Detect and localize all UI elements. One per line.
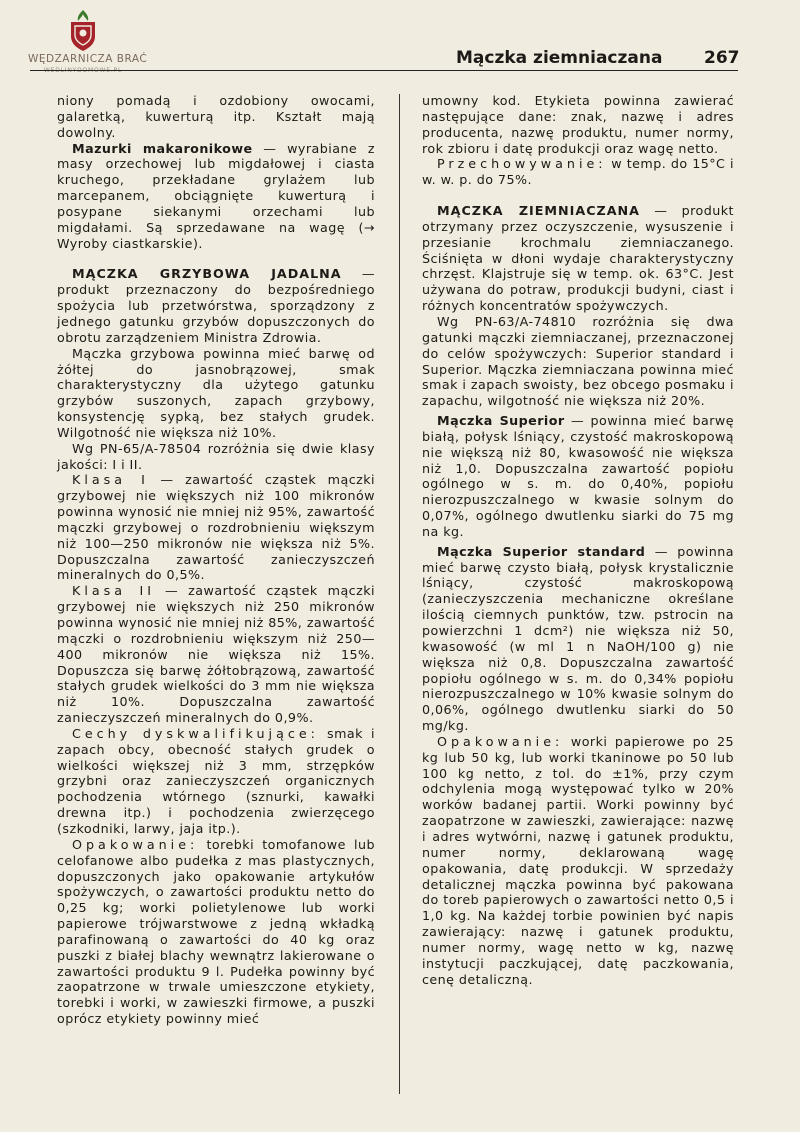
quality-class-2 bbox=[57, 583, 375, 726]
section-text: torebki tomofanowe lub celofanowe albo pudełka z mas plastycznych, dopuszczonych jako opakowanie artykułów spożywczych, o zawartości produktu netto do 0,25 kg; worki polietylenowe lub worki papierowe trójwarstwowe z jedną wkładką parafinowaną o zawartości do 40 kg oraz puszki z białej blachy wewnątrz lakierowane o zawartości produktu 9 l. Pudełka powinny być zaopatrzone w trwale umieszczone etykiety, torebki i worki, w zawieszki firmowe, a puszki oprócz etykiety powinny mieć bbox=[57, 836, 375, 1027]
left-column bbox=[57, 93, 375, 1027]
entry-text: — powinna mieć barwę czysto białą, połysk krystalicznie lśniący, czystość makroskopową (zanieczyszczenia mechaniczne określane ilością ciemnych punktów, tzw. pstrocin na powierzchni 1 dcm²) nie większa niż 50, kwasowość (w ml 1 n NaOH/100 g) nie większa niż 0,8. Dopuszczalna zawartość popiołu ogólnego w s. m. do 0,34% popiołu nierozpuszczalnego w 10% kwasie solnym do 0,06%, ogólnego dwutlenku siarki do 50 mg/kg. bbox=[422, 543, 734, 734]
disqualifying-features bbox=[57, 726, 375, 837]
watermark-name: WĘDZARNICZA BRAĆ bbox=[28, 53, 148, 65]
page-number: 267 bbox=[704, 48, 740, 68]
quality-class-1 bbox=[57, 472, 375, 583]
entry-text: — produkt otrzymany przez oczyszczenie, wysuszenie i przesianie krochmalu ziemniaczanego. Ściśnięta w dłoni wydaje charakterystyczny chrzęst. Klajstruje się w temp. ok. 63°C. Jest używana do potraw, produkcji budyni, ciast i różnych koncentratów spożywczych. bbox=[422, 203, 734, 314]
entry-text: — powinna mieć barwę białą, połysk lśniący, czystość makroskopową nie większą niż 80, kwasowość nie większa niż 1,0. Dopuszczalna zawartość popiołu ogólnego w s. m. do 0,40%, popiołu nierozpuszczalnego w kwasie solnym do 0,07%, ogólnego dwutlenku siarki do 75 mg na kg. bbox=[422, 413, 734, 539]
entry-term: Mączka Superior bbox=[437, 413, 565, 429]
entry-term: MĄCZKA ZIEMNIACZANA bbox=[437, 203, 640, 219]
entry-maczka-superior bbox=[422, 413, 734, 540]
section-label: Opakowanie: bbox=[437, 733, 564, 749]
section-text: w temp. do 15°C i w. w. p. do 75%. bbox=[422, 156, 734, 188]
packaging bbox=[57, 837, 375, 1027]
entry-maczka-grzybowa bbox=[57, 266, 375, 345]
section-text: worki papierowe po 25 kg lub 50 kg, lub worki tkaninowe po 50 lub 100 kg netto, z tol. do ±1%, przy czym odchylenia mogą występować tylko w 20% worków badanej partii. Worki powinny być zaopatrzone w zawieszki, zawierające: nazwę i adres wytwórni, nazwę i gatunek produktu, numer normy, deklarowaną wagę opakowania, datę produkcji. W sprzedaży detalicznej mączka powinna być pakowana do toreb papierowych o zawartości netto 0,5 i 1,0 kg. Na każdej torbie powinien być napis zawierający: nazwę i gatunek produktu, numer normy, wagę netto w kg, nazwę instytucji paczkującej, datę paczkowania, cenę detaliczną. bbox=[422, 733, 734, 987]
paragraph: Wg PN-65/A-78504 rozróżnia się dwie klasy jakości: I i II. bbox=[57, 440, 375, 472]
entry-mazurki-makaronikowe bbox=[57, 141, 375, 252]
column-divider bbox=[399, 94, 400, 1094]
watermark-site: WEDLINYDOMOWE.PL bbox=[43, 67, 123, 74]
section-label: Cechy dyskwalifikujące: bbox=[72, 725, 319, 741]
entry-text: — produkt przeznaczony do bezpośredniego spożycia lub przetwórstwa, sporządzony z jednego gatunku grzybów dopuszczonych do obrotu zarządzeniem Ministra Zdrowia. bbox=[57, 266, 375, 345]
paragraph: Wg PN-63/A-74810 rozróżnia się dwa gatunki mączki ziemniaczanej, przeznaczonej do celów spożywczych: Superior standard i Superior. Mączka ziemniaczana powinna mieć smak i zapach swoisty, bez obcego posmaku i zapachu, wilgotność nie większa niż 20%. bbox=[422, 313, 734, 409]
watermark-logo bbox=[28, 8, 148, 98]
section-label: Opakowanie: bbox=[72, 836, 199, 852]
section-label: Klasa I bbox=[72, 472, 149, 488]
section-text: — zawartość cząstek mączki grzybowej nie większych niż 100 mikronów powinna wynosić nie mniej niż 95%, zawartość mączki grzybowej o rozdrobnieniu większym niż 100—250 mikronów nie większa niż 5%. Dopuszczalna zawartość zanieczyszczeń mineralnych do 0,5%. bbox=[57, 472, 376, 583]
storage bbox=[422, 156, 734, 188]
paragraph: niony pomadą i ozdobiony owocami, galaretką, kuwerturą itp. Kształt mają dowolny. bbox=[57, 93, 375, 140]
running-head: Mączka ziemniaczana bbox=[456, 48, 663, 68]
entry-text: — wyrabiane z masy orzechowej lub migdałowej i ciasta kruchego, przekładane grylażem lub marcepanem, obciągnięte kuwerturą i posypane siekanymi orzechami lub migdałami. Są sprzedawane na wagę (→ Wyroby ciastkarskie). bbox=[57, 140, 375, 251]
entry-term: Mączka Superior standard bbox=[437, 543, 646, 559]
header-rule bbox=[30, 70, 738, 71]
entry-maczka-ziemniaczana bbox=[422, 203, 734, 314]
entry-maczka-superior-standard bbox=[422, 544, 734, 734]
shield-emblem-icon bbox=[66, 8, 100, 52]
right-column bbox=[422, 93, 734, 987]
entry-term: Mazurki makaronikowe bbox=[72, 140, 253, 156]
section-text: — zawartość cząstek mączki grzybowej nie większych niż 250 mikronów powinna wynosić nie mniej niż 85%, zawartość mączki o rozdrobnieniu większym niż 250—400 mikronów nie większa niż 15%. Dopuszcza się barwę żółtobrązową, zawartość stałych grudek wielkości do 3 mm nie większa niż 10%. Dopuszczalna zawartość zanieczyszczeń mineralnych do 0,9%. bbox=[57, 583, 375, 726]
packaging bbox=[422, 734, 734, 988]
section-label: Klasa II bbox=[72, 583, 156, 599]
paragraph: Mączka grzybowa powinna mieć barwę od żółtej do jasnobrązowej, smak charakterystyczny dla użytego gatunku grzybów suszonych, zapach grzybowy, konsystencję sypką, bez stałych grudek. Wilgotność nie większa niż 10%. bbox=[57, 345, 375, 440]
paragraph: umowny kod. Etykieta powinna zawierać następujące dane: znak, nazwę i adres producenta, nazwę produktu, numer normy, rok zbioru i datę produkcji oraz wagę netto. bbox=[422, 93, 734, 156]
section-label: Przechowywanie: bbox=[437, 156, 607, 172]
entry-term: MĄCZKA GRZYBOWA JADALNA bbox=[72, 266, 342, 282]
section-text: smak i zapach obcy, obecność stałych grudek o wielkości większej niż 3 mm, strzępków grzybni oraz zanieczyszczeń organicznych pochodzenia wtórnego (sznurki, kawałki drewna itp.) i pochodzenia zwierzęcego (szkodniki, larwy, jaja itp.). bbox=[57, 725, 375, 836]
